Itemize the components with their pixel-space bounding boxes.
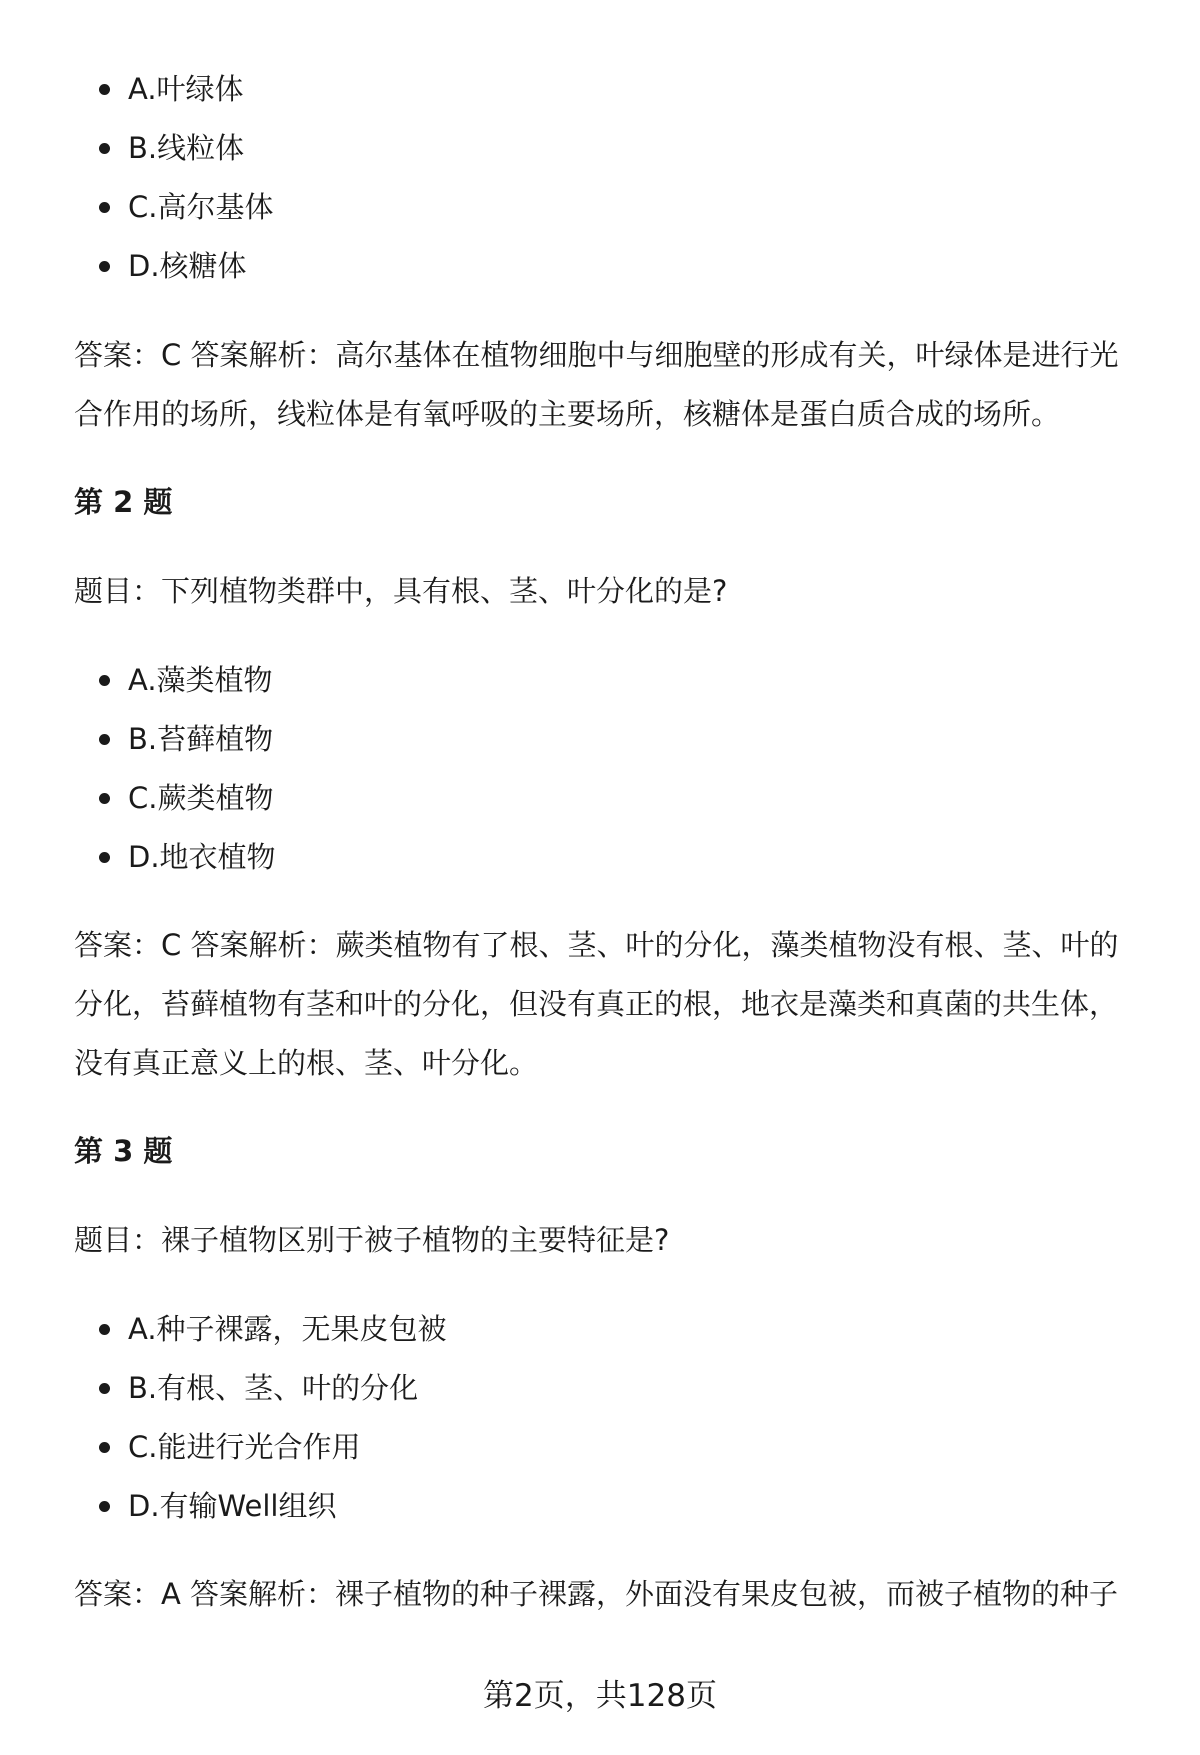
q2-question: 题目：下列植物类群中，具有根、茎、叶分化的是?: [74, 574, 728, 608]
bullet-icon: [99, 734, 110, 745]
bullet-icon: [99, 84, 110, 95]
bullet-icon: [99, 261, 110, 272]
q3-option-d: D.有输Well组织: [128, 1489, 337, 1523]
bullet-icon: [99, 1442, 110, 1453]
q2-heading: 第 2 题: [74, 485, 173, 519]
q1-option-d: D.核糖体: [128, 249, 247, 283]
bullet-icon: [99, 143, 110, 154]
bullet-icon: [99, 1324, 110, 1335]
bullet-icon: [99, 202, 110, 213]
q3-option-b: B.有根、茎、叶的分化: [128, 1371, 419, 1405]
q3-question: 题目：裸子植物区别于被子植物的主要特征是?: [74, 1223, 670, 1257]
q1-answer-line-2: 合作用的场所，线粒体是有氧呼吸的主要场所，核糖体是蛋白质合成的场所。: [74, 397, 1061, 431]
q2-answer-line-1: 答案：C 答案解析：蕨类植物有了根、茎、叶的分化，藻类植物没有根、茎、叶的: [74, 928, 1119, 962]
q1-option-c: C.高尔基体: [128, 190, 274, 224]
q1-option-a: A.叶绿体: [128, 72, 244, 106]
q2-option-b: B.苔藓植物: [128, 722, 274, 756]
q2-answer-line-3: 没有真正意义上的根、茎、叶分化。: [74, 1046, 539, 1080]
q3-answer-line-1: 答案：A 答案解析：裸子植物的种子裸露，外面没有果皮包被，而被子植物的种子: [74, 1577, 1119, 1611]
bullet-icon: [99, 675, 110, 686]
q2-answer-line-2: 分化，苔藓植物有茎和叶的分化，但没有真正的根，地衣是藻类和真菌的共生体，: [74, 987, 1119, 1021]
q3-option-a: A.种子裸露，无果皮包被: [128, 1312, 447, 1346]
page-number: 第2页，共128页: [483, 1678, 717, 1714]
q2-option-a: A.藻类植物: [128, 663, 273, 697]
q1-option-b: B.线粒体: [128, 131, 245, 165]
q2-option-c: C.蕨类植物: [128, 781, 274, 815]
q3-option-c: C.能进行光合作用: [128, 1430, 361, 1464]
bullet-icon: [99, 1501, 110, 1512]
bullet-icon: [99, 793, 110, 804]
bullet-icon: [99, 852, 110, 863]
bullet-icon: [99, 1383, 110, 1394]
q3-heading: 第 3 题: [74, 1134, 173, 1168]
q2-option-d: D.地衣植物: [128, 840, 276, 874]
q1-answer-line-1: 答案：C 答案解析：高尔基体在植物细胞中与细胞壁的形成有关，叶绿体是进行光: [74, 338, 1119, 372]
